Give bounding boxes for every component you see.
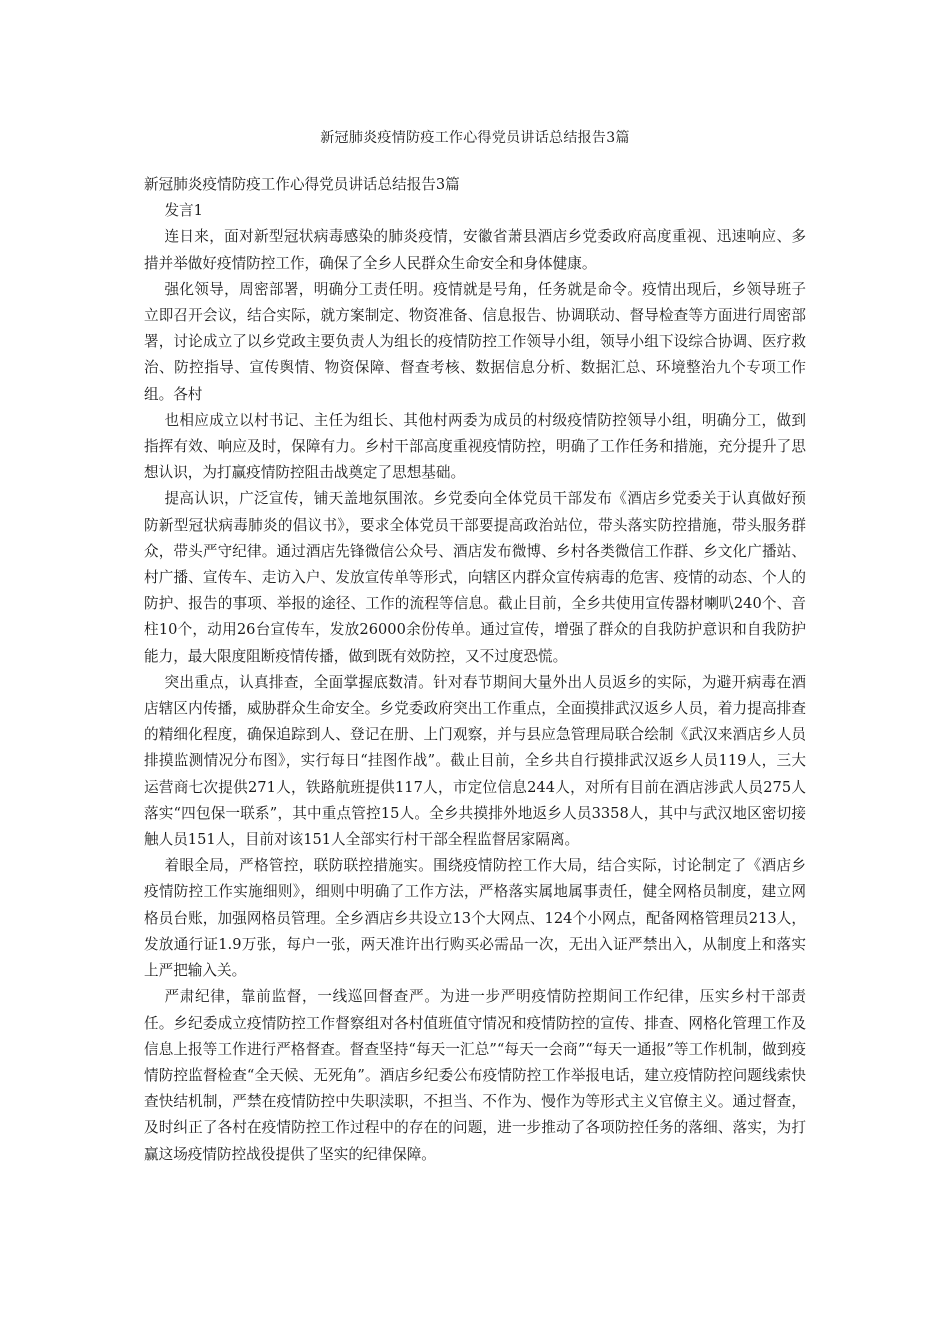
paragraph: 强化领导，周密部署，明确分工责任明。疫情就是号角，任务就是命令。疫情出现后，乡领导班子立即召开会议，结合实际，就方案制定、物资准备、信息报告、协调联动、督导检查等方面进行周密部署，讨论成立了以乡党政主要负责人为组长的疫情防控工作领导小组，领导小组下设综合协调、医疗救治、防控指导、宣传舆情、物资保障、督查考核、数据信息分析、数据汇总、环境整治九个专项工作组。各村 bbox=[144, 280, 806, 403]
document-heading: 新冠肺炎疫情防疫工作心得党员讲话总结报告3篇 bbox=[144, 176, 460, 193]
document-title: 新冠肺炎疫情防疫工作心得党员讲话总结报告3篇 bbox=[320, 130, 630, 146]
document-body bbox=[144, 172, 806, 1168]
paragraph: 着眼全局，严格管控，联防联控措施实。围绕疫情防控工作大局，结合实际，讨论制定了《酒店乡疫情防控工作实施细则》，细则中明确了工作方法，严格落实属地属事责任，健全网格员制度，建立网格员台账，加强网格员管理。全乡酒店乡共设立13个大网点、124个小网点，配备网格管理员213人，发放通行证1.9万张，每户一张，两天准许出行购买必需品一次，无出入证严禁出入，从制度上和落实上严把输入关。 bbox=[144, 857, 806, 980]
paragraph: 也相应成立以村书记、主任为组长、其他村两委为成员的村级疫情防控领导小组，明确分工，做到指挥有效、响应及时，保障有力。乡村干部高度重视疫情防控，明确了工作任务和措施，充分提升了思想认识，为打赢疫情防控阻击战奠定了思想基础。 bbox=[144, 411, 806, 482]
speech-label: 发言1 bbox=[164, 202, 203, 220]
paragraph: 连日来，面对新型冠状病毒感染的肺炎疫情，安徽省萧县酒店乡党委政府高度重视、迅速响应、多措并举做好疫情防控工作，确保了全乡人民群众生命安全和身体健康。 bbox=[144, 228, 806, 272]
paragraph: 突出重点，认真排查，全面掌握底数清。针对春节期间大量外出人员返乡的实际，为避开病毒在酒店辖区内传播，威胁群众生命安全。乡党委政府突出工作重点，全面摸排武汉返乡人员，着力提高排查的精细化程度，确保追踪到人、登记在册、上门观察，并与县应急管理局联合绘制《武汉来酒店乡人员排摸监测情况分布图》，实行每日“挂图作战”。截止目前，全乡共自行摸排武汉返乡人员119人，三大运营商七次提供271人，铁路航班提供117人，市定位信息244人，对所有目前在酒店涉武人员275人落实“四包保一联系”，其中重点管控15人。全乡共摸排外地返乡人员3358人，其中与武汉地区密切接触人员151人，目前对该151人全部实行村干部全程监督居家隔离。 bbox=[144, 673, 806, 849]
paragraph: 严肃纪律，靠前监督，一线巡回督查严。为进一步严明疫情防控期间工作纪律，压实乡村干部责任。乡纪委成立疫情防控工作督察组对各村值班值守情况和疫情防控的宣传、排查、网格化管理工作及信息上报等工作进行严格督查。督查坚持“每天一汇总”“每天一会商”“每天一通报”等工作机制，做到疫情防控监督检查“全天候、无死角”。酒店乡纪委公布疫情防控工作举报电话，建立疫情防控问题线索快查快结机制，严禁在疫情防控中失职渎职，不担当、不作为、慢作为等形式主义官僚主义。通过督查，及时纠正了各村在疫情防控工作过程中的存在的问题，进一步推动了各项防控任务的落细、落实，为打赢这场疫情防控战役提供了坚实的纪律保障。 bbox=[144, 988, 806, 1163]
paragraph: 提高认识，广泛宣传，铺天盖地氛围浓。乡党委向全体党员干部发布《酒店乡党委关于认真做好预防新型冠状病毒肺炎的倡议书》，要求全体党员干部要提高政治站位，带头落实防控措施，带头服务群众，带头严守纪律。通过酒店先锋微信公众号、酒店发布微博、乡村各类微信工作群、乡文化广播站、村广播、宣传车、走访入户、发放宣传单等形式，向辖区内群众宣传病毒的危害、疫情的动态、个人的防护、报告的事项、举报的途径、工作的流程等信息。截止目前，全乡共使用宣传器材喇叭240个、音柱10个，动用26台宣传车，发放26000余份传单。通过宣传，增强了群众的自我防护意识和自我防护能力，最大限度阻断疫情传播，做到既有效防控，又不过度恐慌。 bbox=[144, 490, 806, 665]
